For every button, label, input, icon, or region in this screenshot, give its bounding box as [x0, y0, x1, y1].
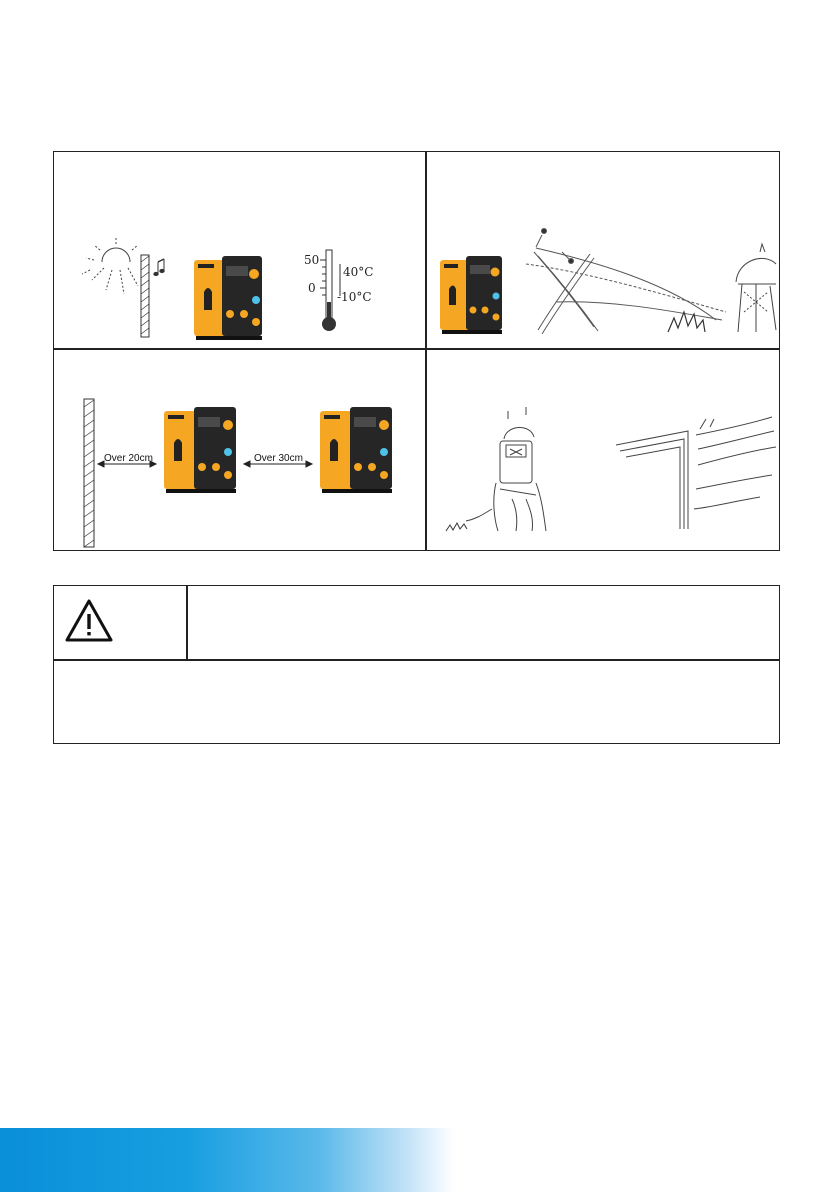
welding-machine-image: [194, 256, 262, 340]
wall-icon: [141, 255, 149, 337]
unit-distance-label: Over 30cm: [254, 453, 303, 464]
ventilation-figure: [426, 349, 779, 550]
wall-icon: [84, 399, 94, 547]
sun-icon: [82, 238, 138, 294]
spatter-cross-icon: [526, 229, 726, 335]
thermo-tick-top: 50: [304, 253, 320, 267]
music-note-icon: [154, 259, 164, 276]
footer-gradient-bar: [0, 1128, 840, 1192]
spark-icon: [446, 523, 467, 531]
warning-divider-horizontal: [54, 659, 779, 661]
thermo-min-temp: -10°C: [337, 290, 372, 304]
thermo-max-temp: 40°C: [343, 265, 374, 279]
thermometer-icon: [304, 250, 373, 331]
welding-machine-image: [164, 407, 236, 493]
illustration-grid: [53, 151, 780, 551]
welder-figure-icon: [466, 407, 546, 531]
warning-divider-vertical: [186, 586, 188, 659]
spark-icon: [668, 312, 705, 332]
wall-distance-label: Over 20cm: [104, 453, 153, 464]
welder-helmet-icon: [736, 244, 776, 332]
clearance-figure: [54, 349, 425, 550]
spatter-figure: [426, 152, 779, 348]
warning-triangle-icon: [64, 598, 114, 644]
thermo-tick-zero: 0: [308, 281, 316, 295]
environment-figure: [54, 152, 425, 348]
welding-machine-image: [320, 407, 392, 493]
window-draft-icon: [616, 417, 776, 529]
welding-machine-image: [440, 256, 502, 334]
warning-box: [53, 585, 780, 744]
